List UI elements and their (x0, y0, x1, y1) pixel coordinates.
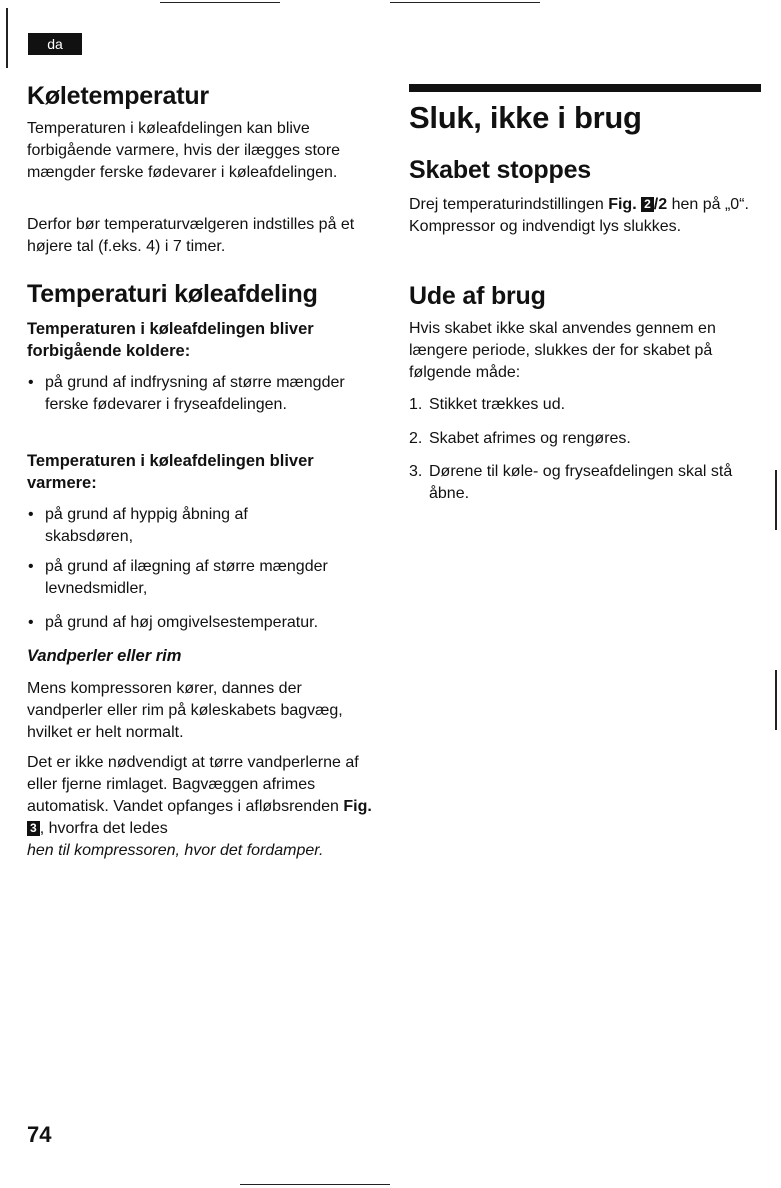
step-text: Dørene til køle- og fryseafdelingen skal stå åbne. (429, 463, 733, 502)
language-badge: da (28, 33, 82, 55)
left-edge-mark (6, 8, 8, 68)
paragraph-ude-af-brug: Hvis skabet ikke skal anvendes gennem en længere periode, slukkes der for skabet på følgende måde: (409, 320, 716, 381)
step-text: Stikket trækkes ud. (429, 396, 566, 413)
step-number: 2. (409, 430, 423, 447)
bullet-item: • på grund af ilægning af større mængder levnedsmidler, (27, 556, 390, 600)
figure-ref-suffix: /2 (653, 196, 668, 213)
paragraph-1: Temperaturen i køleafdelingen kan blive forbigående varmere, hvis der ilægges store mængder ferske fødevarer i køleafdelingen. (27, 120, 341, 181)
heading-koletemperatur: Køletemperatur (27, 82, 209, 110)
bullet-item: • på grund af hyppig åbning af skabsdøren, (27, 504, 310, 548)
step-number: 1. (409, 396, 423, 413)
paragraph-3: Mens kompressoren kører, dannes der vandperler eller rim på køleskabets bagvæg, hvilket er helt normalt. (27, 680, 343, 741)
subheading-vandperler (27, 645, 181, 667)
page-number: 74 (27, 1122, 52, 1147)
paragraph-4-text: Det er ikke nødvendigt at tørre vandperlerne af eller fjerne rimlaget. Bagvæggen afrimes automatisk. Vandet opfanges i afløbsrenden (27, 754, 359, 815)
subheading-varmere: Temperaturen i køleafdelingen bliver varmere: (27, 452, 314, 492)
paragraph-4-text-c: hen til kompressoren, hvor det fordamper. (27, 842, 324, 859)
subheading-vandperler-text: Vandperler eller rim (27, 647, 182, 665)
paragraph-drej-text: Drej temperaturindstillingen (409, 196, 609, 213)
section-rule (409, 84, 761, 92)
figure-ref-label: Fig. (608, 196, 637, 213)
right-edge-mark-2 (775, 670, 777, 730)
top-border-line (160, 2, 280, 3)
heading-sluk-ikke-i-brug: Sluk, ikke i brug (409, 100, 642, 135)
right-edge-mark (775, 470, 777, 530)
subheading-koldere: Temperaturen i køleafdelingen bliver forbigående koldere: (27, 320, 314, 360)
heading-ude-af-brug: Ude af brug (409, 282, 546, 310)
step-number: 3. (409, 463, 423, 480)
step-text: Skabet afrimes og rengøres. (429, 430, 631, 447)
top-border-line-2 (390, 2, 540, 3)
paragraph-2: Derfor bør temperaturvælgeren indstilles på et højere tal (f.eks. 4) i 7 timer. (27, 216, 355, 255)
heading-temperatur-koleafdeling: Temperaturi køleafdeling (27, 280, 318, 308)
figure-ref-number: 3 (27, 821, 40, 836)
numbered-step (409, 428, 759, 450)
numbered-step (409, 461, 774, 505)
paragraph-drej (409, 194, 759, 238)
figure-ref-number: 2 (641, 197, 654, 212)
paragraph-4 (27, 752, 382, 862)
paragraph-drej-text-b: hen på „0“. Kompressor og indvendigt lys slukkes. (409, 196, 749, 235)
figure-ref-label: Fig. (343, 798, 372, 815)
bullet-item: • på grund af indfrysning af større mængder ferske fødevarer i fryseafdelingen. (27, 372, 370, 416)
numbered-step (409, 394, 759, 416)
heading-skabet-stoppes: Skabet stoppes (409, 156, 591, 184)
bullet-item: • på grund af høj omgivelsestemperatur. (27, 612, 390, 634)
paragraph-4-text-b: , hvorfra det ledes (39, 820, 168, 837)
bottom-border-line (240, 1184, 390, 1185)
